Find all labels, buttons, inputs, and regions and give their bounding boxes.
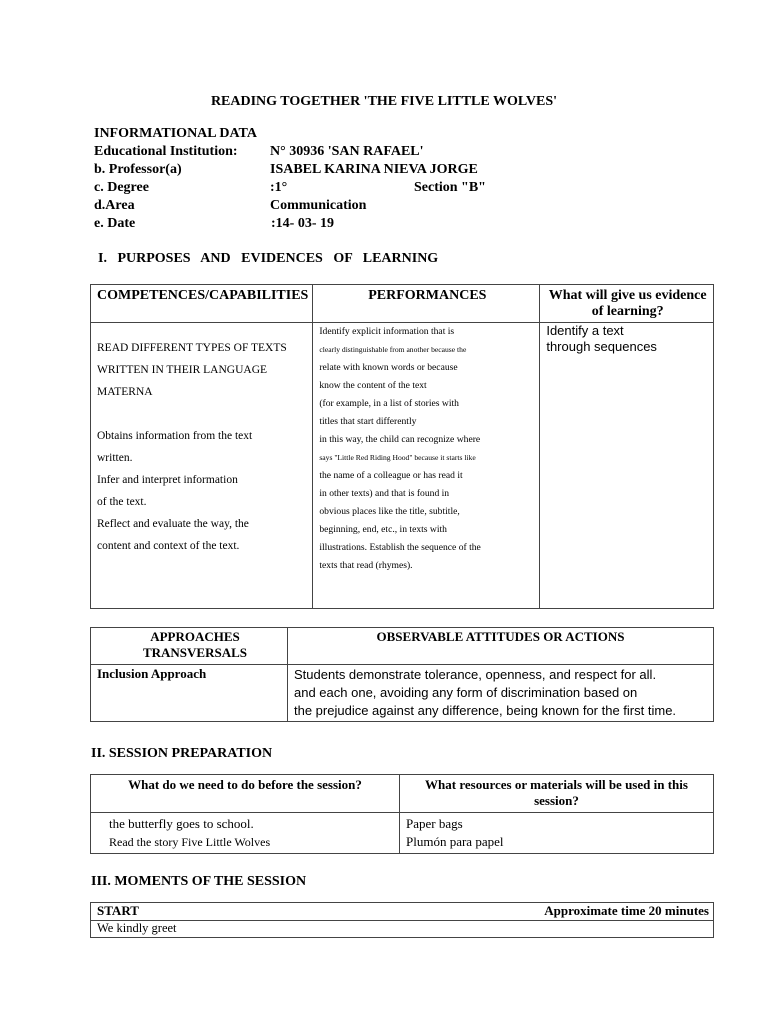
moments-header-row [91,903,714,921]
capability-line: written. [97,452,133,464]
section-1-heading: I. PURPOSES AND EVIDENCES OF LEARNING [98,251,439,266]
info-label: c. Degree [94,180,149,195]
performance-line: in this way, the child can recognize where [319,434,481,445]
attitude-line: Students demonstrate tolerance, openness, and respect for all. [294,667,657,682]
inclusion-approach-label: Inclusion Approach [91,665,288,722]
info-label: d.Area [94,198,135,213]
before-item: Read the story Five Little Wolves [109,835,271,849]
start-label: START [97,903,139,918]
header-attitudes: OBSERVABLE ATTITUDES OR ACTIONS [288,628,714,665]
section-2-heading: II. SESSION PREPARATION [91,746,273,761]
competence-line: WRITTEN IN THEIR LANGUAGE [97,364,268,376]
evidence-line: Identify a text [546,323,624,338]
header-performances: PERFORMANCES [313,285,540,323]
performance-line: texts that read (rhymes). [319,560,413,571]
header-approaches: APPROACHES TRANSVERSALS [91,628,288,665]
capability-line: of the text. [97,496,147,508]
performance-line: titles that start differently [319,416,417,427]
header-evidence: What will give us evidence of learning? [540,285,714,323]
approximate-time: Approximate time 20 minutes [544,903,709,918]
before-session-cell [91,813,400,854]
info-value: :14- 03- 19 [271,216,334,231]
section-3-heading: III. MOMENTS OF THE SESSION [91,874,307,889]
info-value: :1° [270,180,288,195]
capability-line: Infer and interpret information [97,474,238,486]
resources-cell [400,813,714,854]
info-label: e. Date [94,216,136,231]
performance-line: in other texts) and that is found in [319,488,450,499]
info-value: Communication [270,198,367,213]
capability-line: content and context of the text. [97,540,240,552]
info-label: b. Professor(a) [94,162,182,177]
competences-cell [91,323,313,609]
performance-line: know the content of the text [319,380,427,391]
info-heading: INFORMATIONAL DATA [94,126,257,141]
document-title: READING TOGETHER 'THE FIVE LITTLE WOLVES' [210,94,558,109]
header-resources: What resources or materials will be used in this session? [400,775,714,813]
resource-item: Plumón para papel [406,834,504,849]
info-label: Educational Institution: [94,144,238,159]
performances-cell [313,323,540,609]
preparation-table [90,774,714,854]
performance-line: the name of a colleague or has read it [319,470,463,481]
competence-line: MATERNA [97,386,153,398]
attitude-line: and each one, avoiding any form of discrimination based on [294,685,638,700]
purposes-table [90,284,714,609]
greeting-row: We kindly greet [91,921,714,938]
performance-line: Identify explicit information that is [319,326,455,337]
evidence-cell [540,323,714,609]
evidence-line: through sequences [546,339,657,354]
attitudes-cell [288,665,714,722]
capability-line: Obtains information from the text [97,430,253,442]
header-competences: COMPETENCES/CAPABILITIES [91,285,313,323]
performance-line: (for example, in a list of stories with [319,398,459,409]
approaches-table [90,627,714,722]
before-item: the butterfly goes to school. [109,816,254,831]
info-value: N° 30936 'SAN RAFAEL' [270,144,424,159]
performance-line: beginning, end, etc., in texts with [319,524,447,535]
moments-table [90,902,714,938]
performance-line: illustrations. Establish the sequence of the [319,542,481,553]
info-section-value: Section "B" [414,180,486,195]
performance-line: clearly distinguishable from another because the [319,345,467,354]
performance-line: obvious places like the title, subtitle, [319,506,460,517]
info-value: ISABEL KARINA NIEVA JORGE [270,162,478,177]
performance-line: relate with known words or because [319,362,458,373]
capability-line: Reflect and evaluate the way, the [97,518,249,530]
performance-line: says "Little Red Riding Hood" because it starts like [319,453,476,462]
competence-line: READ DIFFERENT TYPES OF TEXTS [97,342,287,354]
header-before-session: What do we need to do before the session? [91,775,400,813]
attitude-line: the prejudice against any difference, being known for the first time. [294,703,677,718]
resource-item: Paper bags [406,816,463,831]
